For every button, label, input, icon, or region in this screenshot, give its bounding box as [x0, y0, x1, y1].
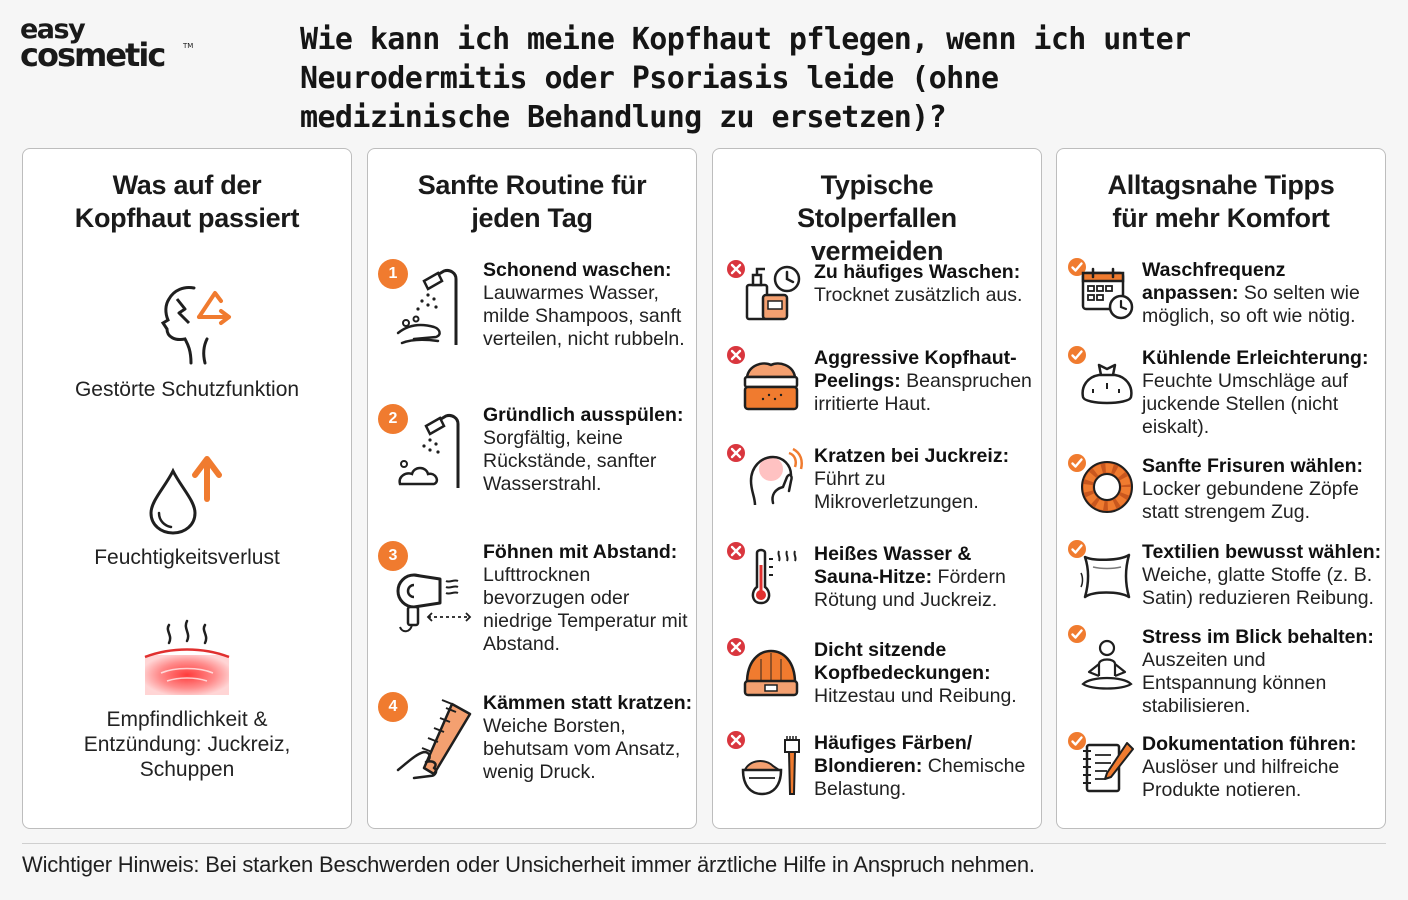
item-heading: Föhnen mit Abstand:: [483, 541, 678, 563]
cold-compress-icon: [1077, 359, 1137, 411]
item-heading: Kratzen bei Juckreiz:: [814, 445, 1010, 467]
thermometer-heat-icon: [747, 547, 803, 607]
bottles-clock-icon: [741, 263, 803, 323]
concept-label: Empfindlichkeit & Entzündung: Juckreiz, Schuppen: [83, 708, 291, 781]
meditation-icon: [1079, 638, 1135, 694]
scrunchie-icon: [1081, 461, 1133, 513]
shower-rinse-icon: [394, 412, 470, 490]
item-text: [1142, 347, 1382, 439]
head-lightning-icon: [141, 279, 233, 367]
item-text: [814, 445, 1036, 514]
item-heading: Schonend waschen:: [483, 259, 672, 281]
item-text: [483, 259, 693, 351]
item-description: Feuchte Umschläge auf juckende Stellen (nicht eiskalt).: [1142, 370, 1348, 438]
scratching-head-icon: [743, 447, 803, 509]
item-text: [1142, 626, 1382, 718]
item-text: [814, 639, 1036, 708]
shower-hands-icon: [394, 267, 470, 347]
scrub-jar-icon: [741, 359, 801, 413]
item-text: [483, 541, 693, 656]
column-scalp-conditions: [22, 148, 352, 829]
warning-x-icon: [726, 541, 746, 561]
item-description: Lauwarmes Wasser, milde Shampoos, sanft verteilen, nicht rubbeln.: [483, 282, 685, 350]
item-description: Beanspruchen irritierte Haut.: [814, 370, 1032, 415]
step-badge: 3: [378, 541, 408, 571]
item-text: [1142, 259, 1382, 328]
item-description: Auszeiten und Entspannung können stabilisieren.: [1142, 649, 1327, 717]
step-badge: 4: [378, 692, 408, 722]
concept-label: Gestörte Schutzfunktion: [74, 378, 300, 401]
inflamed-skin-icon: [141, 619, 233, 697]
page-title: Wie kann ich meine Kopfhaut pflegen, wenn ich unter Neurodermitis oder Psoriasis leide (ohne medizinische Behandlung zu ersetzen)?: [300, 22, 1191, 135]
item-text: [483, 692, 693, 784]
water-drop-arrow-icon: [143, 449, 229, 535]
column-pitfalls: [712, 148, 1042, 829]
item-description: Locker gebundene Zöpfe statt strengem Zug.: [1142, 478, 1359, 523]
column-title: Sanfte Routine für jeden Tag: [417, 170, 647, 233]
item-description: Lufttrocknen bevorzugen oder niedrige Temperatur mit Abstand.: [483, 564, 688, 655]
item-description: Chemische Belastung.: [814, 755, 1026, 800]
item-heading: Gründlich ausspülen:: [483, 404, 684, 426]
concept-label: Feuchtigkeitsverlust: [94, 546, 280, 569]
item-description: Führt zu Mikroverletzungen.: [814, 468, 979, 513]
item-text: [483, 404, 693, 496]
footer-note: Wichtiger Hinweis: Bei starken Beschwerden oder Unsicherheit immer ärztliche Hilfe in Anspruch nehmen.: [22, 852, 1035, 877]
item-description: Sorgfältig, keine Rückstände, sanfter Wasserstrahl.: [483, 427, 657, 495]
column-title: Typische Stolperfallen vermeiden: [797, 170, 957, 266]
item-heading: Zu häufiges Waschen:: [814, 261, 1021, 283]
item-text: [814, 261, 1036, 307]
calendar-clock-icon: [1079, 265, 1135, 321]
item-text: [814, 732, 1036, 801]
column-title: Alltagsnahe Tipps für mehr Komfort: [1107, 170, 1335, 233]
brand-logo-line2: cosmetic: [20, 36, 165, 74]
comb-hand-icon: [394, 698, 474, 782]
item-heading: Dokumentation führen:: [1142, 733, 1357, 755]
item-description: Weiche, glatte Stoffe (z. B. Satin) reduzieren Reibung.: [1142, 564, 1374, 609]
item-heading: Waschfrequenz anpassen:: [1142, 259, 1286, 304]
item-heading: Aggressive Kopfhaut-Peelings:: [814, 347, 1017, 392]
hair-dryer-icon: [394, 571, 474, 637]
item-description: Fördern Rötung und Juckreiz.: [814, 566, 1006, 611]
item-text: [814, 543, 1036, 612]
item-heading: Textilien bewusst wählen:: [1142, 541, 1382, 563]
item-text: [1142, 733, 1382, 802]
beanie-icon: [741, 647, 801, 701]
item-text: [1142, 455, 1382, 524]
column-title: Was auf der Kopfhaut passiert: [74, 170, 300, 233]
footer-divider: [22, 843, 1386, 844]
column-everyday-tips: [1056, 148, 1386, 829]
item-description: Hitzestau und Reibung.: [814, 685, 1017, 707]
item-description: Auslöser und hilfreiche Produkte notieren.: [1142, 756, 1340, 801]
item-heading: Kühlende Erleichterung:: [1142, 347, 1369, 369]
step-badge: 1: [378, 259, 408, 289]
notebook-pen-icon: [1079, 739, 1135, 795]
dye-bowl-brush-icon: [739, 736, 803, 798]
column-gentle-routine: [367, 148, 697, 829]
item-text: [1142, 541, 1382, 610]
item-description: Weiche Borsten, behutsam vom Ansatz, wenig Druck.: [483, 715, 681, 783]
step-badge: 2: [378, 404, 408, 434]
brand-logo: [20, 14, 194, 74]
brand-logo-tm: TM: [183, 42, 194, 50]
item-description: So selten wie möglich, so oft wie nötig.: [1142, 282, 1360, 327]
item-description: Trocknet zusätzlich aus.: [814, 284, 1023, 306]
item-heading: Sanfte Frisuren wählen:: [1142, 455, 1364, 477]
item-heading: Dicht sitzende Kopfbedeckungen:: [814, 639, 991, 684]
item-heading: Heißes Wasser & Sauna-Hitze:: [814, 543, 972, 588]
pillow-icon: [1079, 549, 1135, 603]
item-heading: Kämmen statt kratzen:: [483, 692, 693, 714]
item-heading: Häufiges Färben/ Blondieren:: [814, 732, 973, 777]
item-heading: Stress im Blick behalten:: [1142, 626, 1374, 648]
brand-logo-line1: easy: [20, 14, 85, 45]
item-text: [814, 347, 1036, 416]
